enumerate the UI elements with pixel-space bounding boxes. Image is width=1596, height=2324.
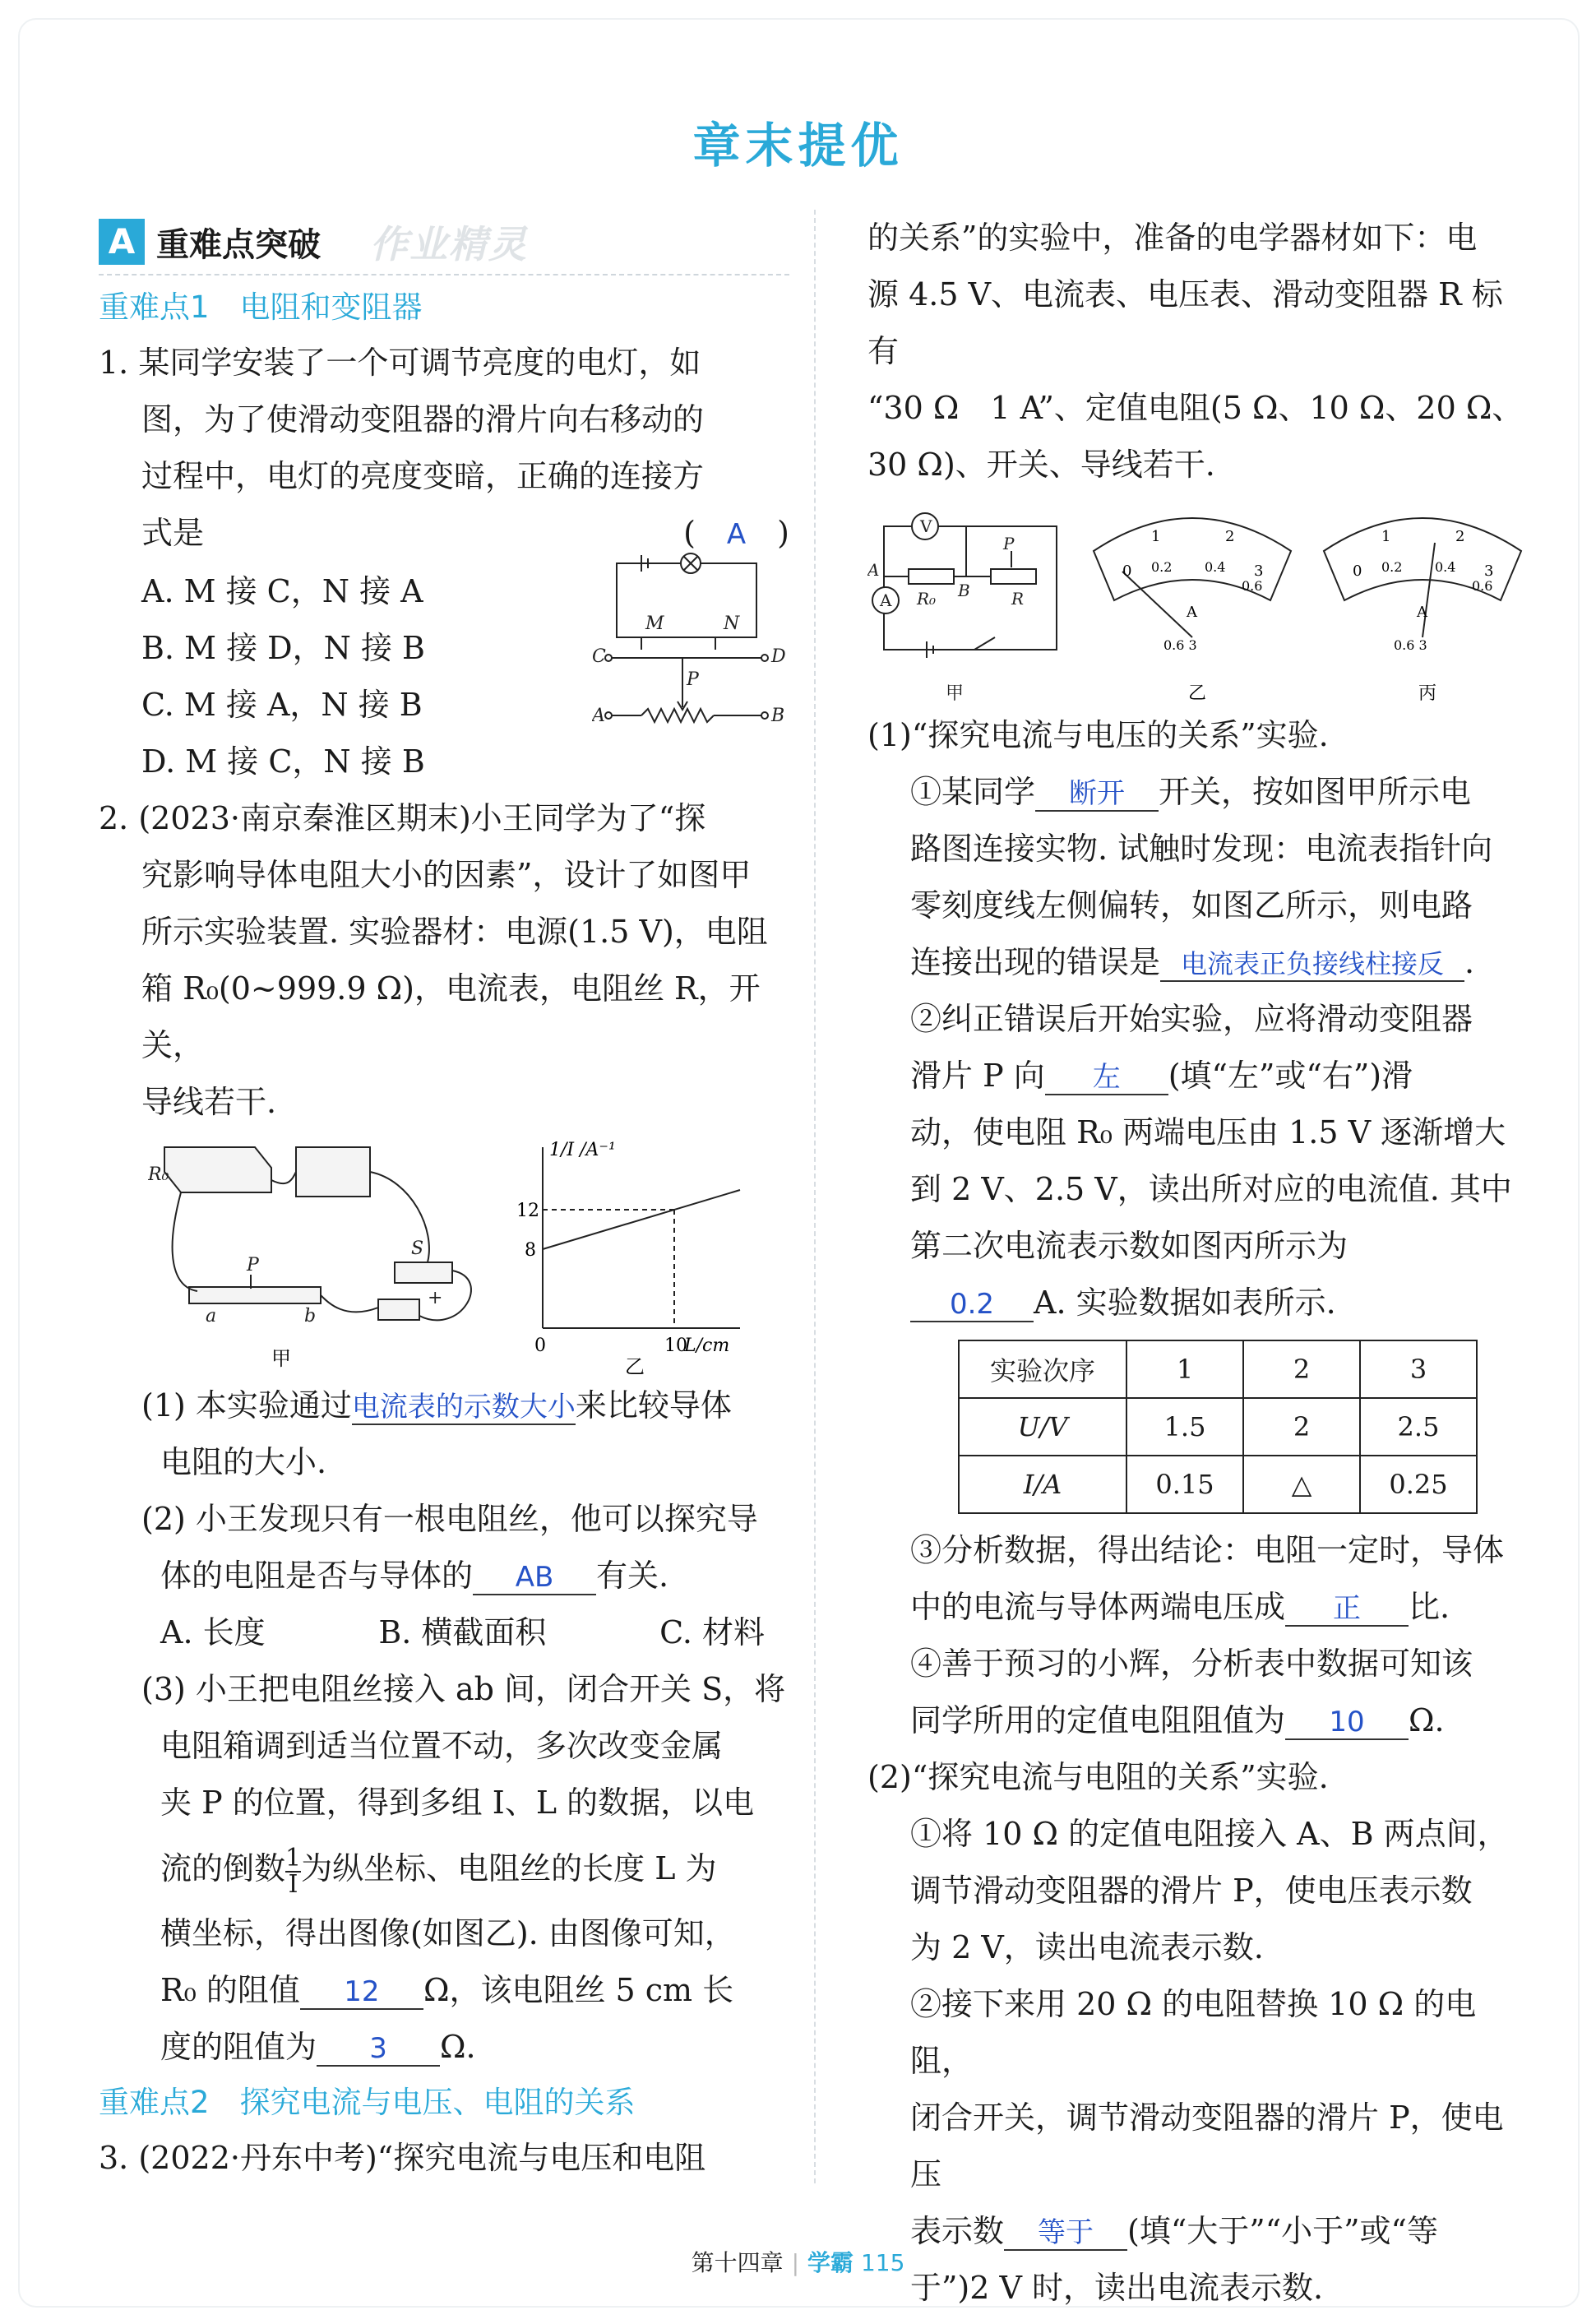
q2-s3-answer-r0: 12 (300, 1975, 423, 2010)
q3-c4-answer: 10 (1285, 1706, 1409, 1740)
q3-c3-pre: 中的电流与导体两端电压成 (910, 1589, 1286, 1625)
q2-s3-text: 度的阻值为 (160, 2029, 317, 2065)
fig2-label-a: a (206, 1306, 217, 1326)
fraction-denominator: I (288, 1869, 298, 1899)
footer-chapter: 第十四章 (691, 2249, 784, 2276)
dial-04: 0.4 (1435, 559, 1456, 575)
q2-s3-line: (3) 小王把电阻丝接入 ab 间，闭合开关 S，将 (141, 1671, 786, 1707)
fig2-caption-yi: 乙 (625, 1355, 645, 1377)
q3-c1-line: 路图连接实物. 试触时发现：电流表指针向 (910, 831, 1493, 867)
q3-c2-pre: 滑片 P 向 (910, 1058, 1045, 1094)
q2-s1 (99, 1377, 789, 1434)
q2-s3-line (99, 2019, 789, 2076)
q3-c1-line: 零刻度线左侧偏转，如图乙所示，则电路 (910, 887, 1473, 924)
fig2-label-s: S (411, 1238, 424, 1259)
q3-line: 源 4.5 V、电流表、电压表、滑动变阻器 R 标有 (867, 276, 1503, 369)
q3-c2-line (867, 1048, 1525, 1104)
right-column (867, 210, 1525, 2317)
q1-line: 过程中，电灯的亮度变暗，正确的连接方 (141, 458, 705, 494)
q3-part1-title: (1)“探究电流与电压的关系”实验. (867, 717, 1329, 753)
footer-brand: 学霸 (807, 2249, 854, 2276)
dial-0: 0 (1353, 562, 1362, 580)
table-cell: 3 (1360, 1340, 1477, 1398)
dial-unit: A (1417, 604, 1427, 621)
fig2-label-p: P (247, 1255, 259, 1275)
q3-c1-pre: ①某同学 (910, 774, 1036, 810)
battery-device (378, 1299, 419, 1320)
q2-s1-answer: 电流表的示数大小 (351, 1391, 576, 1424)
q2-s3-text: 为纵坐标、电阻丝的长度 L 为 (301, 1850, 717, 1887)
page-title: 章末提优 (692, 118, 904, 174)
q3-c2-line: 到 2 V、2.5 V，读出所对应的电流值. 其中 (910, 1171, 1512, 1207)
q2-s1-post: 来比较导体 (575, 1387, 732, 1424)
q3-c2-line: ②纠正错误后开始实验，应将滑动变阻器 (910, 1001, 1473, 1037)
q2-line: 导线若干. (141, 1084, 277, 1120)
q3-c4-line: ④善于预习的小辉，分析表中数据可知该 (910, 1646, 1473, 1682)
q3-d2-line: 于”)2 V 时，读出电流表示数. (910, 2270, 1324, 2306)
q2-s1-pre: (1) 本实验通过 (141, 1387, 352, 1424)
q3-c1-pre2: 连接出现的错误是 (910, 944, 1161, 980)
table-cell: △ (1243, 1456, 1360, 1513)
q2-s3-line: 横坐标，得出图像(如图乙). 由图像可知， (160, 1915, 736, 1951)
q2-s2-option: C. 材料 (659, 1614, 765, 1650)
dial-2: 2 (1455, 528, 1465, 545)
fig1-label-p: P (687, 669, 699, 690)
q2-s2-option: A. 长度 (160, 1614, 266, 1650)
q3-c1-line (867, 934, 1525, 991)
dial-3: 3 (1254, 562, 1264, 580)
fig3-caption-bing: 丙 (1418, 683, 1437, 704)
table-cell: 2 (1243, 1340, 1360, 1398)
footer-separator: | (791, 2249, 800, 2276)
q3-d2-line: 闭合开关，调节滑动变阻器的滑片 P，使电压 (910, 2099, 1504, 2192)
q2-s2-line2 (99, 1548, 789, 1604)
graph-y-label: 1/I /A⁻¹ (549, 1140, 616, 1160)
q3-c3-answer: 正 (1285, 1592, 1409, 1627)
q1-circuit-figure (592, 547, 789, 752)
q2-s3-text: 流的倒数 (160, 1850, 286, 1887)
q2-line: 所示实验装置. 实验器材：电源(1.5 V)，电阻 (141, 914, 768, 950)
section-header (99, 210, 789, 275)
resistance-box (164, 1147, 271, 1192)
q3-c4-post: Ω. (1409, 1702, 1445, 1738)
left-column (99, 210, 789, 2187)
table-cell: 1 (1126, 1340, 1243, 1398)
dial-0: 0 (1122, 562, 1132, 580)
fraction-numerator: 1 (285, 1843, 302, 1873)
q2-s3-text: R₀ 的阻值 (160, 1972, 300, 2008)
q2-s3-text: Ω. (440, 2029, 476, 2065)
q3-c1-answer: 断开 (1035, 777, 1159, 812)
q3-c2-line (867, 1275, 1525, 1331)
q3-c1-answer-error: 电流表正负接线柱接反 (1160, 947, 1464, 982)
fig2-caption-jia: 甲 (271, 1347, 291, 1370)
q2-figure (148, 1131, 822, 1377)
ammeter-dial-yi (1094, 518, 1291, 704)
fig2-label-b: b (304, 1306, 317, 1326)
q3-c2-answer: 左 (1045, 1061, 1168, 1095)
q3-d2-pre: 表示数 (910, 2213, 1005, 2249)
q2-line: 箱 R₀(0~999.9 Ω)，电流表，电阻丝 R，开关， (141, 970, 761, 1063)
q2-s3-line: 电阻箱调到适当位置不动，多次改变金属 (160, 1728, 724, 1764)
q1-option: B. M 接 D，N 接 B (141, 630, 425, 666)
graph-tick-10: 10 (664, 1336, 687, 1356)
table-cell: 2 (1243, 1398, 1360, 1456)
q3-c4-pre: 同学所用的定值电阻阻值为 (910, 1702, 1286, 1738)
q2-graph (516, 1140, 740, 1377)
q3-d1-line: 调节滑动变阻器的滑片 P，使电压表示数 (910, 1873, 1473, 1909)
dial-1: 1 (1381, 528, 1391, 545)
q3-c1-post2: . (1464, 944, 1475, 980)
dial-02: 0.2 (1151, 559, 1173, 575)
fig3-label-p: P (1003, 534, 1015, 553)
graph-tick-12: 12 (516, 1201, 539, 1221)
fig3-caption-jia: 甲 (946, 683, 965, 704)
q1-line: 图，为了使滑动变阻器的滑片向右移动的 (141, 401, 705, 437)
q2-line: 究影响导体电阻大小的因素”，设计了如图甲 (141, 857, 752, 893)
q1-answer: A (726, 518, 747, 551)
dial-02: 0.2 (1381, 559, 1403, 575)
q2-s2-options (99, 1604, 789, 1661)
table-row (959, 1456, 1477, 1513)
q3-d2-post: (填“大于”“小于”或“等 (1127, 2213, 1438, 2249)
watermark: 作业精灵 (370, 222, 528, 266)
q3-c2-post2: A. 实验数据如表所示. (1034, 1285, 1336, 1321)
section-title: 重难点突破 (156, 225, 321, 264)
fig3-terminal-b: B (958, 581, 970, 600)
fig1-label-c: C (592, 646, 606, 667)
q3-d2-answer: 等于 (1004, 2216, 1127, 2251)
q3-d2-line: ②接下来用 20 Ω 的电阻替换 10 Ω 的电阻， (910, 1986, 1477, 2079)
dial-terminals: 0.6 3 (1394, 637, 1427, 653)
q3-c2-answer-current: 0.2 (910, 1288, 1034, 1322)
table-cell: 1.5 (1126, 1398, 1243, 1456)
switch-device (395, 1262, 452, 1283)
fig1-label-n: N (724, 613, 740, 634)
dial-terminals: 0.6 3 (1163, 637, 1197, 653)
rheostat-symbol (991, 569, 1036, 584)
q2-s3-line: 夹 P 的位置，得到多组 I、L 的数据，以电 (160, 1785, 755, 1821)
q3-line: 的关系”的实验中，准备的电学器材如下：电 (867, 220, 1478, 256)
q3-c3-line: ③分析数据，得出结论：电阻一定时，导体 (910, 1532, 1505, 1568)
keypoint-1-heading: 重难点1 电阻和变阻器 (99, 289, 423, 325)
q1-answer-bracket: ( A ) (683, 515, 789, 551)
q3-line: 3. (2022·丹东中考)“探究电流与电压和电阻 (99, 2140, 706, 2176)
table-cell: 2.5 (1360, 1398, 1477, 1456)
fig3-label-v: V (920, 516, 932, 536)
ammeter-device (296, 1147, 370, 1197)
q2-s2-line1: (2) 小王发现只有一根电阻丝，他可以探究导 (141, 1501, 758, 1537)
q3-c2-line: 动，使电阻 R₀ 两端电压由 1.5 V 逐渐增大 (910, 1114, 1506, 1150)
section-badge: A (99, 219, 145, 265)
q3-c3-line (867, 1579, 1525, 1636)
fig3-label-r0: R₀ (917, 589, 937, 609)
table-cell: 0.25 (1360, 1456, 1477, 1513)
q3-d1-line: ①将 10 Ω 的定值电阻接入 A、B 两点间， (910, 1816, 1509, 1852)
fig2-label-r0: R₀ (148, 1164, 169, 1185)
table-cell: 实验次序 (959, 1340, 1126, 1398)
fig2-label-plus: + (428, 1288, 443, 1308)
data-table (958, 1340, 1478, 1514)
resistance-wire-board (189, 1287, 321, 1303)
fig3-label-r: R (1011, 589, 1025, 609)
reciprocal-fraction (285, 1843, 302, 1899)
table-row (959, 1340, 1477, 1398)
q1-stem-end: 式是 (141, 515, 205, 551)
q3-c3-post: 比. (1409, 1589, 1450, 1625)
graph-tick-0: 0 (534, 1336, 546, 1356)
q1-line: 1. 某同学安装了一个可调节亮度的电灯，如 (99, 345, 701, 381)
table-row (959, 1398, 1477, 1456)
fig1-label-m: M (645, 613, 664, 634)
dial-3: 3 (1484, 562, 1494, 580)
q1-option: A. M 接 C，N 接 A (141, 573, 423, 609)
q2-s3-text: Ω，该电阻丝 5 cm 长 (423, 1972, 734, 2008)
graph-x-label: L/cm (684, 1336, 730, 1356)
q3-c1-line (867, 764, 1525, 821)
q1-option: C. M 接 A，N 接 B (141, 687, 423, 723)
q2-s3-line (99, 1831, 789, 1905)
q3-d1-line: 为 2 V，读出电流表示数. (910, 1929, 1264, 1965)
fig1-label-d: D (771, 646, 786, 667)
q2-s2-option: B. 横截面积 (378, 1614, 547, 1650)
fig3-terminal-a: A (867, 560, 880, 580)
q1-options-block (99, 563, 789, 790)
table-cell: I/A (959, 1456, 1126, 1513)
keypoint-2-heading: 重难点2 探究电流与电压、电阻的关系 (99, 2085, 636, 2120)
table-cell: 0.15 (1126, 1456, 1243, 1513)
q3-line: “30 Ω 1 A”、定值电阻(5 Ω、10 Ω、20 Ω、 (867, 390, 1524, 426)
page-footer (0, 2245, 1596, 2278)
footer-page-number: 115 (860, 2249, 905, 2276)
q2-s3-answer-wire: 3 (317, 2032, 440, 2067)
graph-tick-8: 8 (525, 1240, 536, 1261)
q2-s2-answer: AB (473, 1561, 596, 1595)
dial-1: 1 (1151, 528, 1161, 545)
q2-line: 2. (2023·南京秦淮区期末)小王同学为了“探 (99, 800, 706, 836)
q2-s2-pre: 体的电阻是否与导体的 (160, 1558, 474, 1594)
graph-data-line (543, 1190, 740, 1249)
q3-figure (867, 493, 1525, 707)
dial-06: 0.6 (1242, 578, 1263, 594)
q3-part2-title: (2)“探究电流与电阻的关系”实验. (867, 1759, 1329, 1795)
q3-line: 30 Ω)、开关、导线若干. (867, 447, 1215, 483)
fig3-caption-yi: 乙 (1188, 683, 1207, 704)
q2-s1-line2: 电阻的大小. (160, 1444, 327, 1480)
q2-s2-post: 有关. (596, 1558, 669, 1594)
fig1-label-a: A (592, 706, 605, 726)
table-cell: U/V (959, 1398, 1126, 1456)
dial-04: 0.4 (1205, 559, 1226, 575)
fig1-label-b: B (771, 706, 785, 726)
dial-2: 2 (1225, 528, 1235, 545)
q3-c2-post: (填“左”或“右”)滑 (1168, 1058, 1413, 1094)
ammeter-dial-bing (1324, 518, 1521, 704)
dial-unit: A (1187, 604, 1197, 621)
fixed-resistor-symbol (909, 569, 954, 584)
dial-06: 0.6 (1472, 578, 1493, 594)
q3-c1-post: 开关，按如图甲所示电 (1159, 774, 1472, 810)
q1-option: D. M 接 C，N 接 B (141, 743, 425, 780)
q2-s3-line (99, 1962, 789, 2019)
q3-c2-line: 第二次电流表示数如图丙所示为 (910, 1228, 1349, 1264)
q3-c4-line (867, 1692, 1525, 1749)
fig3-label-a: A (880, 590, 892, 610)
